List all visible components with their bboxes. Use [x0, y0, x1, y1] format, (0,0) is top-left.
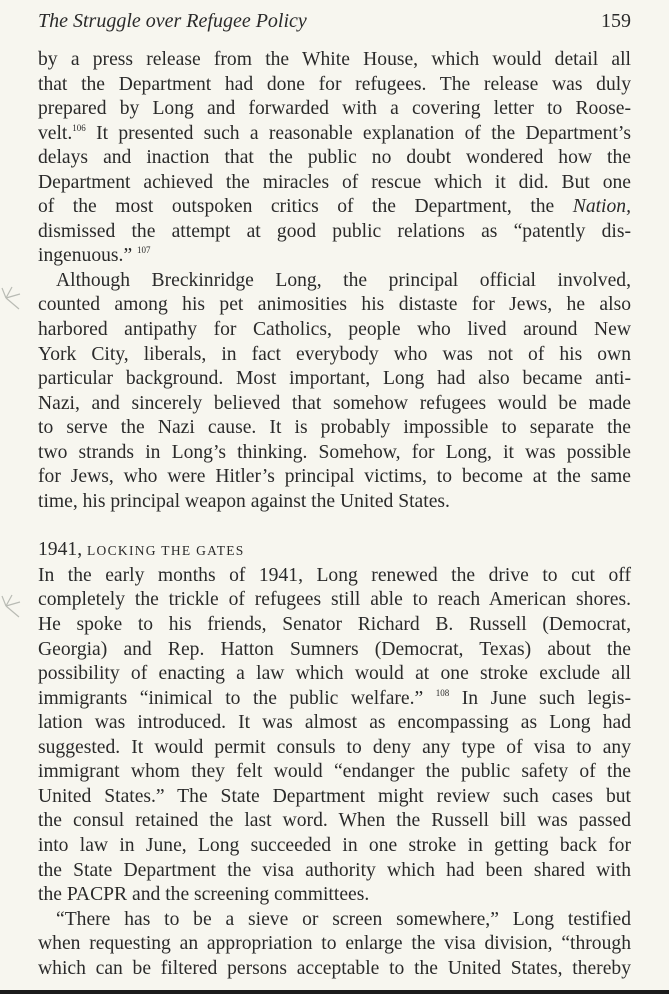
footnote-ref: 106 — [72, 122, 86, 133]
text-run: Department achieved the miracles of rescue which it did. But one — [38, 171, 631, 193]
text-run: the PACPR and the screening committees. — [38, 884, 370, 906]
text-run: prepared by Long and forwarded with a covering letter to Roose- — [38, 98, 631, 120]
text-run: In the early months of 1941, Long renewed the drive to cut off — [38, 564, 631, 586]
text-run: completely the trickle of refugees still able to reach American shores. — [38, 589, 631, 611]
text-line — [38, 638, 631, 663]
text-line — [38, 171, 631, 196]
text-run: time, his principal weapon against the United States. — [38, 490, 450, 512]
text-line — [38, 73, 631, 98]
scan-bottom-edge — [0, 990, 669, 994]
text-run: when requesting an appropriation to enlarge the visa division, “through — [38, 933, 631, 955]
text-run: Nation, — [572, 196, 631, 218]
running-header — [38, 10, 631, 40]
text-line — [38, 883, 631, 908]
text-line — [38, 613, 631, 638]
paragraph-group-2 — [38, 564, 631, 981]
text-line — [38, 244, 631, 269]
text-run: In June such legis- — [449, 687, 632, 709]
body-text — [38, 48, 631, 981]
text-line — [38, 367, 631, 392]
text-line — [38, 711, 631, 736]
text-run: Nazi, and sincerely believed that somehow refugees would be made — [38, 392, 631, 414]
text-line — [38, 859, 631, 884]
text-line — [38, 416, 631, 441]
paragraph-group-1 — [38, 48, 631, 514]
text-line — [38, 908, 631, 933]
text-line — [38, 957, 631, 982]
text-line — [38, 220, 631, 245]
text-line — [38, 490, 631, 515]
text-line — [38, 834, 631, 859]
text-run: the State Department the visa authority which had been shared with — [38, 859, 631, 881]
text-line — [38, 146, 631, 171]
text-run: possibility of enacting a law which would at one stroke exclude all — [38, 663, 631, 685]
text-run: He spoke to his friends, Senator Richard B. Russell (Democrat, — [38, 614, 631, 636]
text-line — [38, 785, 631, 810]
text-run: Georgia) and Rep. Hatton Sumners (Democrat, Texas) about the — [38, 638, 631, 660]
text-run: immigrants “inimical to the public welfare.” — [38, 687, 436, 709]
text-run: counted among his pet animosities his distaste for Jews, he also — [38, 294, 631, 316]
text-run: suggested. It would permit consuls to deny any type of visa to any — [38, 736, 631, 758]
text-line — [38, 932, 631, 957]
text-line — [38, 269, 631, 294]
text-line — [38, 687, 631, 712]
text-line — [38, 392, 631, 417]
text-run: delays and inaction that the public no doubt wondered how the — [38, 147, 631, 169]
text-line — [38, 736, 631, 761]
text-run: by a press release from the White House, which would detail all — [38, 49, 631, 70]
text-line — [38, 318, 631, 343]
text-run: the consul retained the last word. When the Russell bill was passed — [38, 810, 631, 832]
text-run: two strands in Long’s thinking. Somehow, for Long, it was possible — [38, 441, 631, 463]
text-line — [38, 760, 631, 785]
text-run: immigrant whom they felt would “endanger the public safety of the — [38, 761, 631, 783]
section-heading — [38, 538, 631, 564]
page-number: 159 — [601, 10, 631, 32]
text-line — [38, 564, 631, 589]
section-title: LOCKING THE GATES — [87, 543, 245, 559]
text-run: United States.” The State Department might review such cases but — [38, 785, 631, 807]
section-year: 1941, — [38, 539, 83, 561]
text-line — [38, 662, 631, 687]
margin-annotation-mark-icon — [0, 592, 30, 622]
text-line — [38, 293, 631, 318]
text-run: velt. — [38, 122, 73, 144]
text-run: It presented such a reasonable explanation of the Department’s — [85, 122, 631, 144]
footnote-ref: 107 — [137, 245, 151, 256]
footnote-ref: 108 — [435, 687, 450, 698]
text-line — [38, 97, 631, 122]
text-run: for Jews, who were Hitler’s principal victims, to become at the same — [38, 466, 631, 488]
text-line — [38, 195, 631, 220]
text-run: York City, liberals, in fact everybody who was not of his own — [38, 343, 631, 365]
text-run: lation was introduced. It was almost as encompassing as Long had — [38, 712, 631, 734]
text-run: ingenuous.” — [38, 245, 138, 267]
running-title: The Struggle over Refugee Policy — [38, 10, 307, 32]
text-line — [38, 343, 631, 368]
margin-annotation-mark-icon — [0, 284, 30, 314]
text-run: of the most outspoken critics of the Department, the — [38, 196, 573, 218]
text-line — [38, 122, 631, 147]
text-run: harbored antipathy for Catholics, people who lived around New — [38, 319, 631, 341]
text-run: into law in June, Long succeeded in one stroke in getting back for — [38, 834, 631, 856]
text-line — [38, 48, 631, 73]
text-line — [38, 588, 631, 613]
text-line — [38, 809, 631, 834]
text-run: that the Department had done for refugees. The release was duly — [38, 73, 631, 95]
text-line — [38, 465, 631, 490]
text-line — [38, 441, 631, 466]
text-run: dismissed the attempt at good public relations as “patently dis- — [38, 220, 631, 242]
text-run: which can be filtered persons acceptable to the United States, thereby — [38, 957, 631, 979]
text-run: to serve the Nazi cause. It is probably impossible to separate the — [38, 417, 631, 439]
text-run: “There has to be a sieve or screen somewhere,” Long testified — [56, 908, 631, 930]
text-run: Although Breckinridge Long, the principal official involved, — [56, 269, 631, 291]
text-run: particular background. Most important, Long had also became anti- — [38, 368, 631, 390]
